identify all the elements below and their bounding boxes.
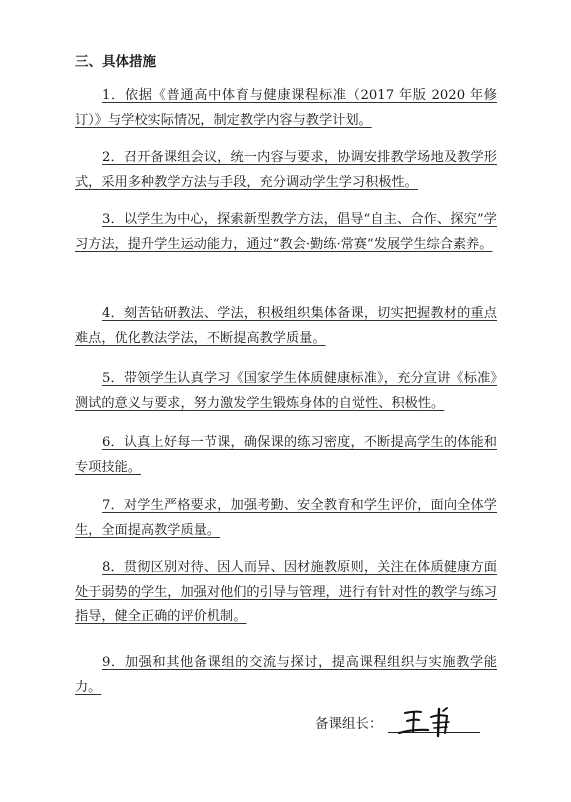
measure-paragraph-9 — [75, 651, 497, 700]
measure-paragraph-7 — [75, 494, 497, 543]
section-heading: 三、具体措施 — [75, 54, 156, 70]
measure-text-8: 8．贯彻区别对待、因人而异、因材施教原则，关注在体质健康方面处于弱势的学生，加强对他们的引导与管理，进行有针对性的教学与练习指导，健全正确的评价机制。 — [75, 560, 497, 624]
signature-label: 备课组长： — [315, 716, 383, 732]
measure-paragraph-8 — [75, 556, 497, 630]
measure-paragraph-2 — [75, 146, 497, 195]
handwritten-signature — [395, 705, 465, 739]
measure-paragraph-4 — [75, 302, 497, 351]
measure-text-2: 2．召开备课组会议，统一内容与要求，协调安排教学场地及教学形式，采用多种教学方法与手段，充分调动学生学习积极性。 — [75, 150, 497, 190]
measure-paragraph-1 — [75, 84, 497, 133]
measure-text-6: 6．认真上好每一节课，确保课的练习密度，不断提高学生的体能和专项技能。 — [75, 435, 497, 475]
measure-paragraph-3 — [75, 208, 497, 257]
measure-paragraph-5 — [75, 367, 497, 416]
measure-text-5: 5．带领学生认真学习《国家学生体质健康标准》，充分宣讲《标准》测试的意义与要求，努力激发学生锻炼身体的自觉性、积极性。 — [75, 371, 497, 411]
measure-text-4: 4．刻苦钻研教法、学法，积极组织集体备课，切实把握教材的重点难点，优化教法学法，不断提高教学质量。 — [75, 306, 497, 346]
measure-text-1: 1．依据《普通高中体育与健康课程标准（2017 年版 2020 年修订）》与学校实际情况，制定教学内容与教学计划。 — [75, 88, 497, 128]
measure-text-7: 7．对学生严格要求，加强考勤、安全教育和学生评价，面向全体学生，全面提高教学质量。 — [75, 498, 497, 538]
measure-text-9: 9．加强和其他备课组的交流与探讨，提高课程组织与实施教学能力。 — [75, 655, 497, 695]
measure-paragraph-6 — [75, 431, 497, 480]
measure-text-3: 3．以学生为中心，探索新型教学方法，倡导“自主、合作、探究”学习方法，提升学生运动能力，通过“教会·勤练·常赛”发展学生综合素养。 — [75, 212, 497, 252]
